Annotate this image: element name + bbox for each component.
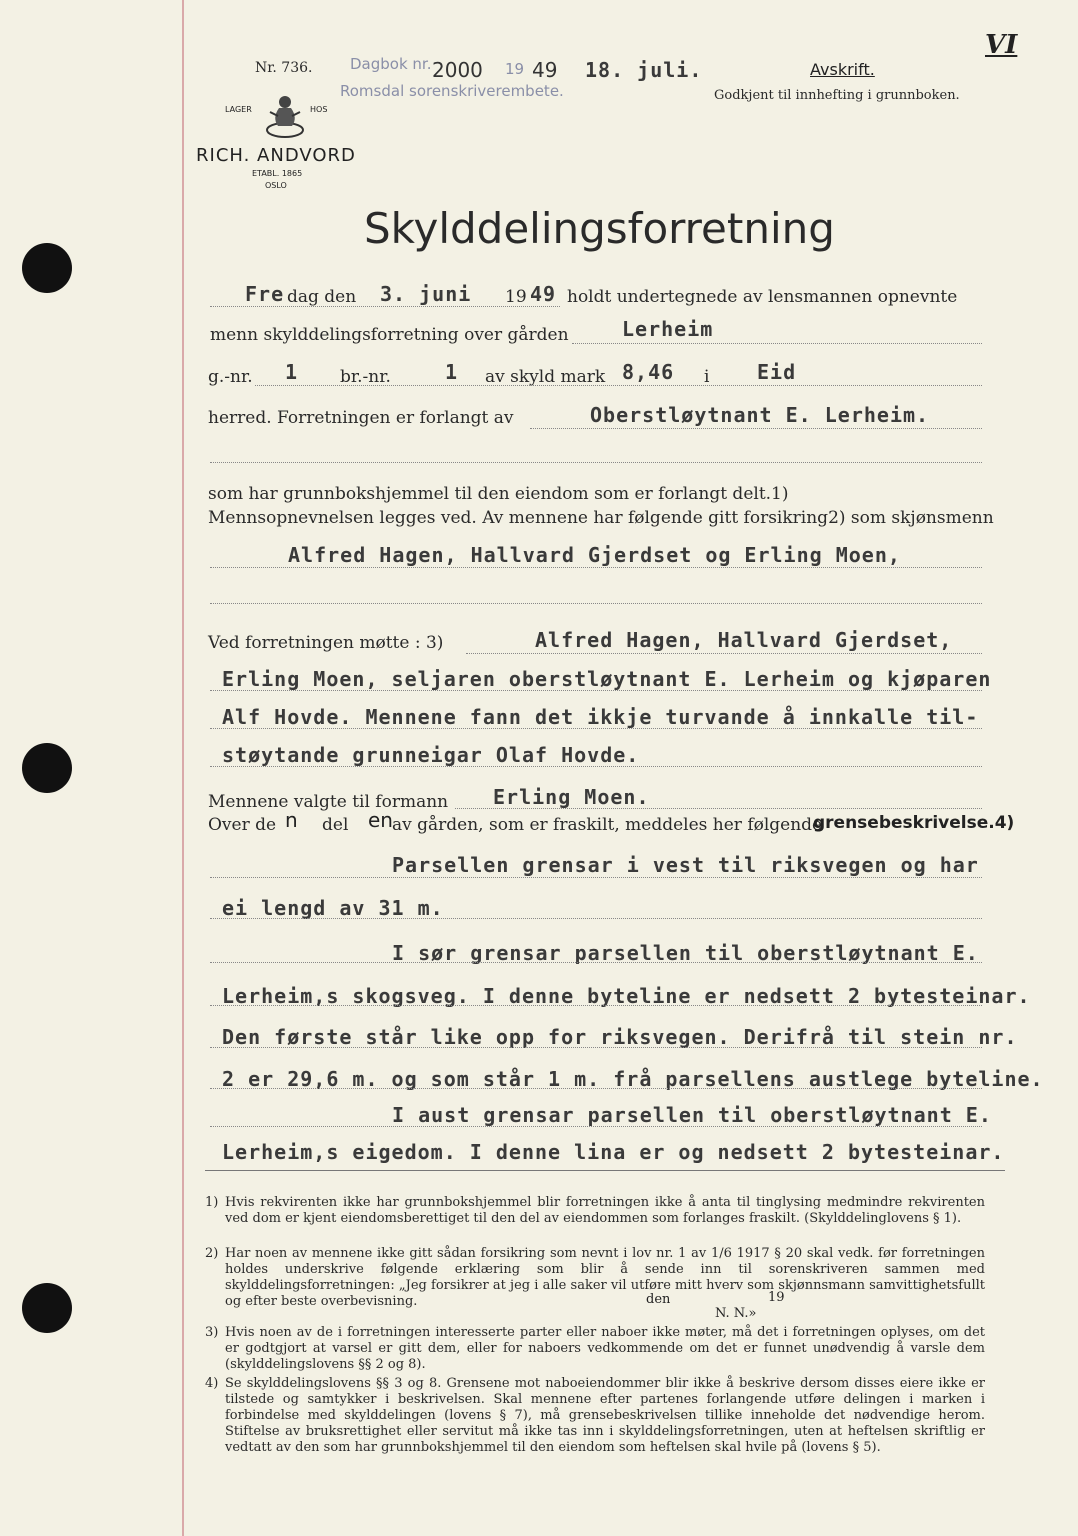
year: 49 (530, 282, 557, 306)
bnr-label: br.-nr. (340, 367, 391, 387)
publisher-city: OSLO (265, 181, 287, 190)
over-fill-en: en (368, 808, 393, 832)
margin-line (182, 0, 184, 1536)
herred-text: herred. Forretningen er forlangt av (208, 408, 514, 428)
footnote-1-text: Hvis rekvirenten ikke har grunnbokshjemmel blir forretningen ikke å anta til tinglysing medmindre rekvirenten ved dom er kjent eiendomsberettiget til den del av eiendommen som forlanges fraskilt. (Skylddelinglovens § 1). (225, 1195, 985, 1226)
footnote-2-text: Har noen av mennene ikke gitt sådan forsikring som nevnt i lov nr. 1 av 1/6 1917 § 20 skal vedk. før forretningen holdes underskrive følgende erklæring som blir å sende inn til sorenskriveren sammen med skylddelingsforretningen: „Jeg forsikrer at jeg i alle saker vil utføre mitt hverv som skjønnsmann samvittighetsfullt og efter beste overbevisning. (225, 1246, 985, 1309)
punch-hole-bottom (22, 1283, 72, 1333)
formann-value: Erling Moen. (493, 785, 650, 809)
bnr-value: 1 (445, 360, 459, 384)
punch-hole-middle (22, 743, 72, 793)
footnote-2-den: den (646, 1292, 671, 1307)
stamp-year-prefix: 19 (505, 60, 525, 78)
godkjent-note: Godkjent til innhefting i grunnboken. (714, 88, 960, 103)
year-prefix: 19 (505, 287, 527, 307)
body-line-1: Parsellen grensar i vest til riksvegen og har (392, 853, 979, 877)
i-label: i (704, 367, 710, 387)
gnr-label: g.-nr. (208, 367, 253, 387)
journal-date: 18. juli. (585, 58, 703, 82)
over-fill-n: n (285, 808, 298, 832)
footnote-3 (205, 1325, 985, 1373)
punch-hole-top (22, 243, 72, 293)
holdt-text: holdt undertegnede av lensmannen opnevnte (567, 287, 958, 307)
motte-line-4: støytande grunneigar Olaf Hovde. (222, 743, 640, 767)
footnote-3-num: 3) (205, 1325, 219, 1340)
menn-text: menn skylddelingsforretning over gården (210, 325, 569, 345)
journal-number: 2000 (432, 58, 483, 82)
stamp-office: Romsdal sorenskriverembete. (340, 82, 564, 100)
footnote-3-text: Hvis noen av de i forretningen interesserte parter eller naboer ikke møter, må det i forretningen oplyses, om det er godtgjort at varsel er gitt dem, eller for naboers vedkommende om det er funnet unødvendig å varsle dem (skylddelingslovens §§ 2 og 8). (225, 1325, 985, 1372)
footnote-4-text: Se skylddelingslovens §§ 3 og 8. Grensene mot naboeiendommer blir ikke å beskrive dersom disses eiere ikke er tilstede og samtykker i beskrivelsen. Skal mennene efter partenes forlangende utføre delingen i marken i forbindelse med skylddelingen (lovens § 7), må grensebeskrivelsen tillike inneholde det nødvendige herom. Stiftelse av bruksrettighet eller servitut må ikke tas inn i skylddelingsforretningen, uten at heftelsen skriftlig er vedtatt av den som har grunnbokshjemmel til den eiendom som heftelsen skal hvile på (lovens § 5). (225, 1376, 985, 1455)
farm-name: Lerheim (622, 317, 714, 341)
publisher-name: RICH. ANDVORD (196, 145, 356, 166)
page-title: Skylddelingsforretning (364, 204, 835, 253)
requester: Oberstløytnant E. Lerheim. (590, 403, 930, 427)
publisher-lager: LAGER (225, 105, 252, 114)
day-month: 3. juni (380, 282, 472, 306)
footnote-2-year: 19 (768, 1290, 785, 1305)
form-number: Nr. 736. (255, 60, 313, 76)
mennsopp-text: Mennsopnevnelsen legges ved. Av mennene har følgende gitt forsikring2) som skjønsmenn (208, 508, 994, 528)
motte-line-2: Erling Moen, seljaren oberstløytnant E. Lerheim og kjøparen (222, 667, 992, 691)
over-rest: av gården, som er fraskilt, meddeles her følgende (392, 815, 823, 835)
publisher-etabl: ETABL. 1865 (252, 169, 303, 178)
skyld-value: 8,46 (622, 360, 675, 384)
footnote-2 (205, 1246, 985, 1310)
stamp-dagbok: Dagbok nr. (350, 55, 432, 73)
body-line-2: ei lengd av 31 m. (222, 896, 444, 920)
avskrift-label: Avskrift. (810, 60, 875, 79)
page-mark: VI (985, 30, 1018, 60)
motte-line-3: Alf Hovde. Mennene fann det ikkje turvande å innkalle til- (222, 705, 979, 729)
body-line-5: Den første står like opp for riksvegen. Derifrå til stein nr. (222, 1025, 1018, 1049)
grunnbok-text: som har grunnbokshjemmel til den eiendom som er forlangt delt.1) (208, 484, 789, 504)
body-line-4: Lerheim,s skogsveg. I denne byteline er nedsett 2 bytesteinar. (222, 984, 1031, 1008)
footnote-1-num: 1) (205, 1195, 219, 1210)
skjonsmenn: Alfred Hagen, Hallvard Gjerdset og Erling Moen, (288, 543, 901, 567)
footnote-4 (205, 1376, 985, 1456)
gnr-value: 1 (285, 360, 299, 384)
body-line-7: I aust grensar parsellen til oberstløytnant E. (392, 1103, 992, 1127)
body-line-3: I sør grensar parsellen til oberstløytnant E. (392, 941, 979, 965)
footnote-4-num: 4) (205, 1376, 219, 1391)
footnote-2-signature: N. N.» (715, 1306, 757, 1321)
footnote-separator (205, 1170, 1005, 1171)
weekday: Fre (245, 282, 285, 306)
publisher-logo-icon (262, 90, 308, 140)
motte-line-1: Alfred Hagen, Hallvard Gjerdset, (535, 628, 953, 652)
journal-year: 49 (532, 58, 558, 82)
grensebeskrivelse-label: grensebeskrivelse.4) (813, 813, 1015, 833)
body-line-8: Lerheim,s eigedom. I denne lina er og nedsett 2 bytesteinar. (222, 1140, 1005, 1164)
dag-den-label: dag den (287, 287, 357, 307)
motte-label: Ved forretningen møtte : 3) (208, 633, 444, 653)
herred-name: Eid (757, 360, 797, 384)
over-label: Over de (208, 815, 277, 835)
formann-label: Mennene valgte til formann (208, 792, 449, 812)
footnote-1 (205, 1195, 985, 1227)
footnote-2-num: 2) (205, 1246, 219, 1261)
body-line-6: 2 er 29,6 m. og som står 1 m. frå parsellens austlege byteline. (222, 1067, 1044, 1091)
del-label: del (322, 815, 349, 835)
publisher-hos: HOS (310, 105, 328, 114)
skyld-text: av skyld mark (485, 367, 606, 387)
